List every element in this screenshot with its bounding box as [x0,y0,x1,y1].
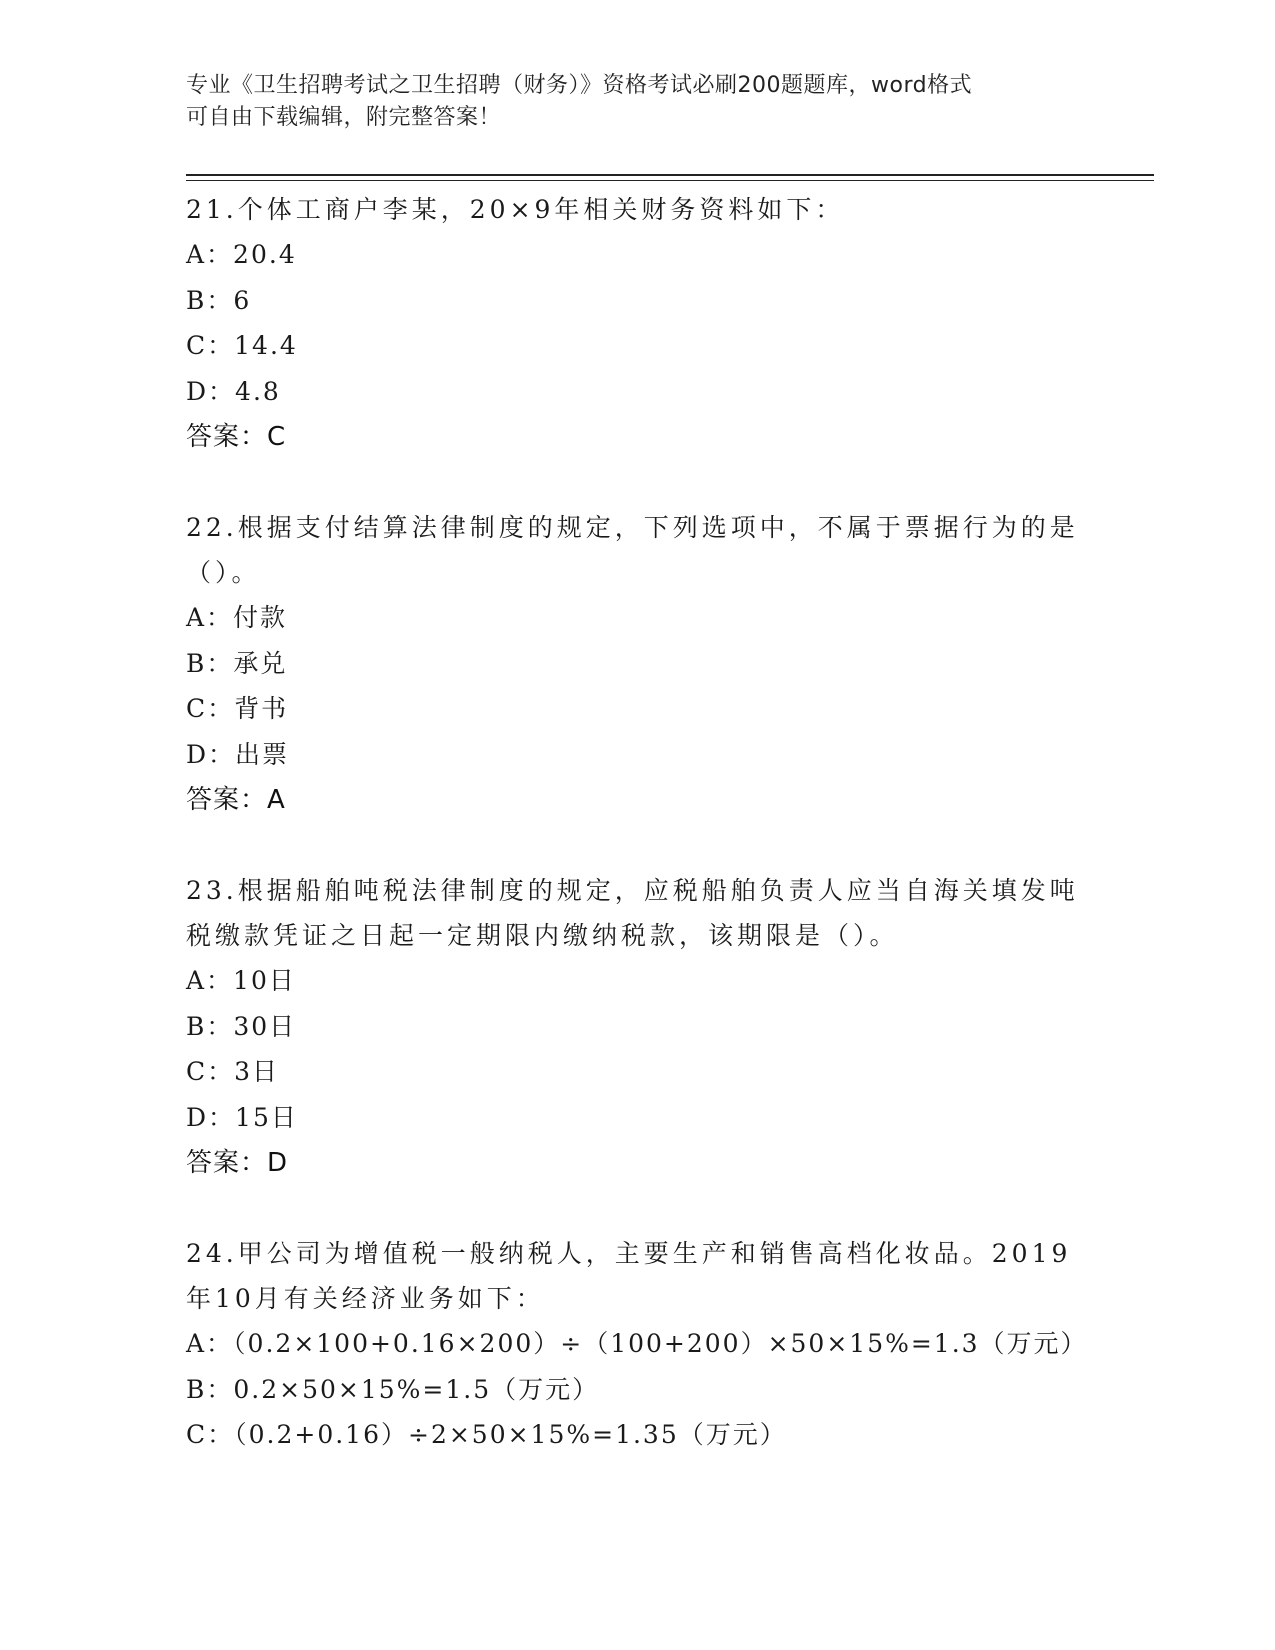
question-22 [186,505,1086,823]
option-d: D：出票 [186,739,290,769]
document-header [186,70,1066,134]
question-text-line: 年10月有关经济业务如下： [186,1284,545,1313]
option-a: A：付款 [186,603,288,632]
option-b: B：承兑 [186,648,288,678]
option-a: A：10日 [186,966,296,995]
option-b: B：0.2×50×15%=1.5（万元） [186,1374,600,1404]
option-a: A：20.4 [186,240,297,269]
question-text-line: 23.根据船舶吨税法律制度的规定，应税船舶负责人应当自海关填发吨 [186,876,1079,905]
option-b: B：30日 [186,1011,297,1041]
question-text-line: 24.甲公司为增值税一般纳税人，主要生产和销售高档化妆品。2019 [186,1239,1072,1268]
question-text-line: （）。 [186,558,261,587]
header-line-2: 可自由下载编辑，附完整答案！ [186,105,502,130]
question-21 [186,187,1086,460]
option-c: C：14.4 [186,331,298,360]
answer-label: 答案：C [186,422,287,452]
option-d: D：15日 [186,1102,298,1132]
option-d: D：4.8 [186,376,281,406]
header-divider-thin [186,180,1154,181]
answer-label: 答案：A [186,785,286,815]
option-b: B：6 [186,285,252,315]
option-a: A：（0.2×100+0.16×200）÷（100+200）×50×15%=1.3（万元） [186,1329,1088,1358]
option-c: C：3日 [186,1057,280,1086]
option-c: C：背书 [186,694,289,723]
question-text-line: 22.根据支付结算法律制度的规定，下列选项中，不属于票据行为的是 [186,513,1079,542]
header-line-1: 专业《卫生招聘考试之卫生招聘（财务）》资格考试必刷200题题库，word格式 [186,73,973,98]
question-23 [186,868,1086,1186]
answer-label: 答案：D [186,1148,289,1178]
question-text-line: 税缴款凭证之日起一定期限内缴纳税款，该期限是（）。 [186,921,899,950]
question-24 [186,1231,1086,1458]
header-divider-thick [186,174,1154,176]
question-text-line: 21.个体工商户李某，20×9年相关财务资料如下： [186,195,845,224]
question-list [186,187,1086,1503]
option-c: C：（0.2+0.16）÷2×50×15%=1.35（万元） [186,1420,787,1449]
